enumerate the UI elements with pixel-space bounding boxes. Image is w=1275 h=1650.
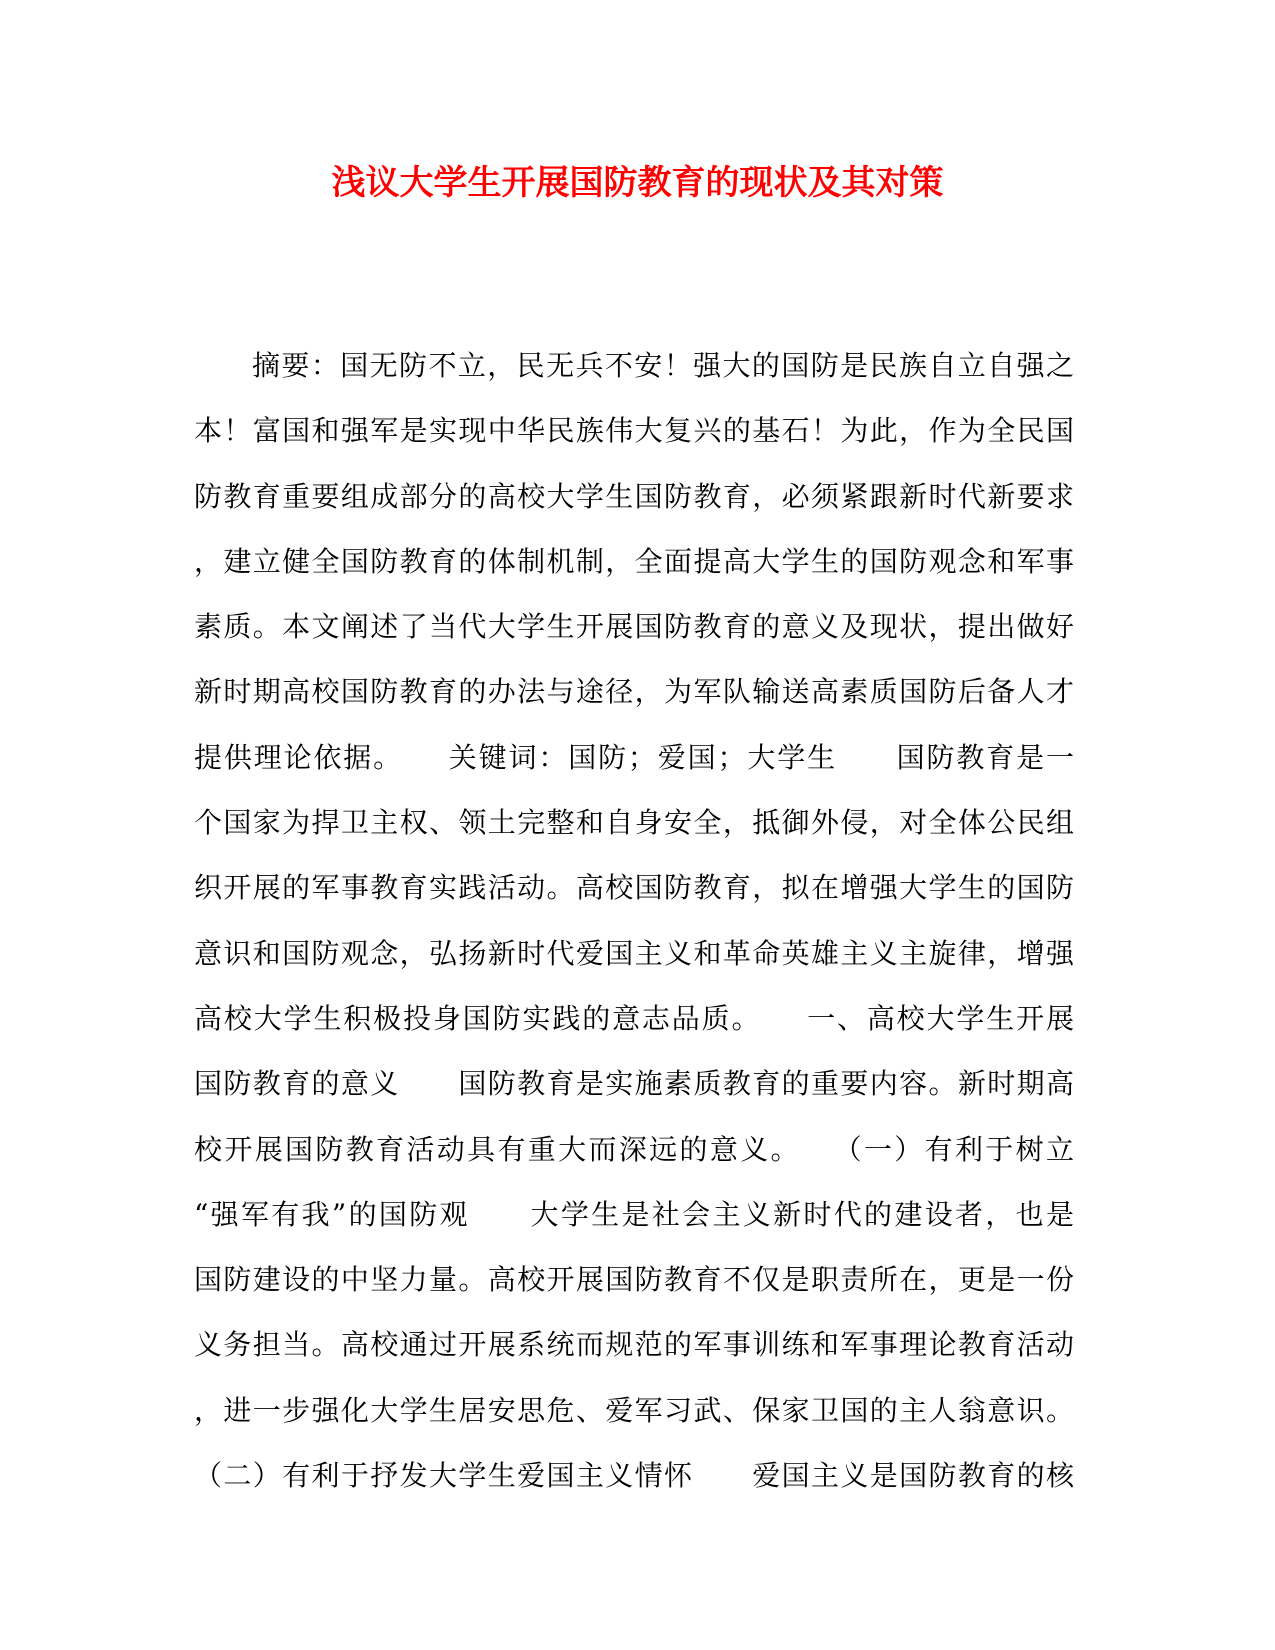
body-line <box>194 668 1074 733</box>
body-line-text: 国防建设的中坚力量。高校开展国防教育不仅是职责所在，更是一份 <box>194 1263 1074 1297</box>
body-line-text: 本！富国和强军是实现中华民族伟大复兴的基石！为此，作为全民国 <box>194 414 1074 448</box>
body-line-text: 摘要：国无防不立，民无兵不安！强大的国防是民族自立自强之 <box>252 349 1074 382</box>
body-line-text: 织开展的军事教育实践活动。高校国防教育，拟在增强大学生的国防 <box>194 871 1074 905</box>
body-line <box>194 1256 1074 1321</box>
body-line <box>194 1126 1074 1191</box>
body-line-text: ，建立健全国防教育的体制机制，全面提高大学生的国防观念和军事 <box>194 544 1074 578</box>
body-line-text: ，进一步强化大学生居安思危、爱军习武、保家卫国的主人翁意识。 <box>194 1393 1074 1427</box>
body-line-text: 义务担当。高校通过开展系统而规范的军事训练和军事理论教育活动 <box>194 1328 1074 1362</box>
body-line <box>194 1060 1074 1125</box>
body-line <box>194 734 1074 799</box>
body-line <box>194 538 1074 603</box>
body-line <box>194 1452 1074 1517</box>
body-line-text: 国防教育的意义 国防教育是实施素质教育的重要内容。新时期高 <box>194 1067 1074 1101</box>
document-body <box>194 342 1074 1517</box>
body-line-text: 意识和国防观念，弘扬新时代爱国主义和革命英雄主义主旋律，增强 <box>194 936 1074 970</box>
body-line-text: 提供理论依据。 关键词：国防；爱国；大学生 国防教育是一 <box>194 740 1074 774</box>
body-line-text: 高校大学生积极投身国防实践的意志品质。 一、高校大学生开展 <box>194 1001 1074 1035</box>
body-line <box>194 342 1074 407</box>
body-line <box>194 930 1074 995</box>
body-line <box>194 407 1074 472</box>
body-line <box>194 1191 1074 1256</box>
body-line <box>194 864 1074 929</box>
body-line <box>194 1321 1074 1386</box>
body-line-text: 个国家为捍卫主权、领土完整和自身安全，抵御外侵，对全体公民组 <box>194 806 1074 840</box>
body-line <box>194 799 1074 864</box>
body-line <box>194 603 1074 668</box>
document-title: 浅议大学生开展国防教育的现状及其对策 <box>331 163 944 203</box>
body-line-text: 新时期高校国防教育的办法与途径，为军队输送高素质国防后备人才 <box>194 675 1074 709</box>
body-line-text: “强军有我”的国防观 大学生是社会主义新时代的建设者，也是 <box>194 1197 1074 1231</box>
body-line-text: 素质。本文阐述了当代大学生开展国防教育的意义及现状，提出做好 <box>194 610 1074 644</box>
body-line-text: 防教育重要组成部分的高校大学生国防教育，必须紧跟新时代新要求 <box>194 479 1074 513</box>
body-line <box>194 1387 1074 1452</box>
body-line-text: （二）有利于抒发大学生爱国主义情怀 爱国主义是国防教育的核 <box>194 1459 1074 1493</box>
body-line <box>194 995 1074 1060</box>
body-line-text: 校开展国防教育活动具有重大而深远的意义。 （一）有利于树立 <box>194 1132 1074 1166</box>
body-line <box>194 473 1074 538</box>
